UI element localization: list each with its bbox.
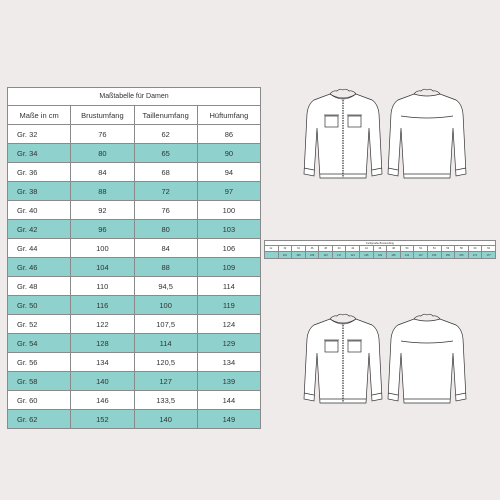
mini-value-cell xyxy=(265,252,279,259)
measurement-cell: 134 xyxy=(71,353,134,372)
measurement-cell: 104 xyxy=(71,258,134,277)
measurement-cell: 72 xyxy=(134,182,197,201)
size-label-cell: Gr. 52 xyxy=(8,315,71,334)
mini-value-cell: 113 xyxy=(319,252,333,259)
measurement-cell: 107,5 xyxy=(134,315,197,334)
mini-size-cell: 32 xyxy=(278,246,292,252)
size-label-cell: Gr. 46 xyxy=(8,258,71,277)
measurement-cell: 140 xyxy=(134,410,197,429)
blouse-back-sketch xyxy=(386,313,468,409)
measurement-cell: 152 xyxy=(71,410,134,429)
measurement-cell: 80 xyxy=(134,220,197,239)
table-row xyxy=(8,182,261,201)
table-row xyxy=(8,277,261,296)
mini-size-cell: 52 xyxy=(414,246,428,252)
measurement-cell: 144 xyxy=(197,391,260,410)
measurement-cell: 62 xyxy=(134,125,197,144)
measurement-cell: 114 xyxy=(197,277,260,296)
measurement-cell: 100 xyxy=(71,239,134,258)
mini-size-cell: 56 xyxy=(441,246,455,252)
measurement-cell: 94,5 xyxy=(134,277,197,296)
table-header-row xyxy=(8,106,261,125)
measurement-cell: 97 xyxy=(197,182,260,201)
measurement-cell: 127 xyxy=(134,372,197,391)
measurement-cell: 122 xyxy=(71,315,134,334)
measurement-cell: 129 xyxy=(197,334,260,353)
measurement-cell: 68 xyxy=(134,163,197,182)
mini-value-cell: 135 xyxy=(387,252,401,259)
column-header: Brustumfang xyxy=(71,106,134,125)
mini-size-cell: 58 xyxy=(455,246,469,252)
mini-size-cell: 42 xyxy=(346,246,360,252)
mini-value-cell: 177 xyxy=(482,252,496,259)
mini-value-cell: 159 xyxy=(441,252,455,259)
table-row xyxy=(8,125,261,144)
measurement-cell: 120,5 xyxy=(134,353,197,372)
measurement-cell: 110 xyxy=(71,277,134,296)
table-row xyxy=(8,315,261,334)
mini-value-cell: 165 xyxy=(455,252,469,259)
measurement-cell: 146 xyxy=(71,391,134,410)
table-row xyxy=(8,391,261,410)
mini-value-cell: 141 xyxy=(400,252,414,259)
mini-value-cell: 125 xyxy=(360,252,374,259)
mini-size-cell: 34 xyxy=(292,246,306,252)
size-label-cell: Gr. 32 xyxy=(8,125,71,144)
mini-size-cell: 54 xyxy=(427,246,441,252)
measurement-cell: 124 xyxy=(197,315,260,334)
size-label-cell: Gr. 34 xyxy=(8,144,71,163)
mini-value-cell: 109 xyxy=(305,252,319,259)
table-row xyxy=(8,334,261,353)
size-label-cell: Gr. 42 xyxy=(8,220,71,239)
measurement-cell: 149 xyxy=(197,410,260,429)
table-row xyxy=(8,296,261,315)
table-row xyxy=(8,163,261,182)
measurement-cell: 140 xyxy=(71,372,134,391)
mini-size-cell: Gr. xyxy=(265,246,279,252)
mini-size-cell: 36 xyxy=(305,246,319,252)
column-header: Maße in cm xyxy=(8,106,71,125)
mini-size-cell: 40 xyxy=(332,246,346,252)
table-row xyxy=(8,410,261,429)
measurement-cell: 94 xyxy=(197,163,260,182)
measurement-cell: 116 xyxy=(71,296,134,315)
table-title: Maßtabelle für Damen xyxy=(8,88,261,106)
measurement-cell: 76 xyxy=(71,125,134,144)
measurement-cell: 96 xyxy=(71,220,134,239)
mini-size-cell: 44 xyxy=(360,246,374,252)
table-row xyxy=(8,220,261,239)
measurement-cell: 139 xyxy=(197,372,260,391)
mini-value-cell: 101 xyxy=(278,252,292,259)
measurement-cell: 76 xyxy=(134,201,197,220)
blouse-back-sketch xyxy=(386,88,468,184)
mini-value-cell: 105 xyxy=(292,252,306,259)
mini-size-table xyxy=(264,240,496,259)
size-label-cell: Gr. 54 xyxy=(8,334,71,353)
mini-table-title: Fertigmaße Brustumfang xyxy=(265,241,496,246)
size-label-cell: Gr. 58 xyxy=(8,372,71,391)
measurement-cell: 134 xyxy=(197,353,260,372)
size-label-cell: Gr. 36 xyxy=(8,163,71,182)
table-row xyxy=(8,258,261,277)
table-row xyxy=(8,144,261,163)
blouse-front-sketch xyxy=(302,88,384,184)
size-label-cell: Gr. 56 xyxy=(8,353,71,372)
measurement-cell: 128 xyxy=(71,334,134,353)
mini-size-cell: 50 xyxy=(400,246,414,252)
measurement-cell: 84 xyxy=(134,239,197,258)
mini-value-cell: 117 xyxy=(332,252,346,259)
measurement-cell: 65 xyxy=(134,144,197,163)
measurement-cell: 88 xyxy=(134,258,197,277)
size-label-cell: Gr. 44 xyxy=(8,239,71,258)
measurement-cell: 90 xyxy=(197,144,260,163)
table-row xyxy=(8,239,261,258)
size-label-cell: Gr. 40 xyxy=(8,201,71,220)
mini-size-cell: 62 xyxy=(482,246,496,252)
mini-size-cell: 38 xyxy=(319,246,333,252)
mini-value-cell: 147 xyxy=(414,252,428,259)
measurement-cell: 80 xyxy=(71,144,134,163)
mini-value-cell: 171 xyxy=(468,252,482,259)
table-row xyxy=(8,201,261,220)
size-label-cell: Gr. 50 xyxy=(8,296,71,315)
size-label-cell: Gr. 48 xyxy=(8,277,71,296)
mini-size-cell: 60 xyxy=(468,246,482,252)
blouse-front-sketch xyxy=(302,313,384,409)
table-row xyxy=(8,372,261,391)
mini-table-value-row xyxy=(265,252,496,259)
measurement-cell: 92 xyxy=(71,201,134,220)
mini-size-cell: 46 xyxy=(373,246,387,252)
size-label-cell: Gr. 60 xyxy=(8,391,71,410)
mini-value-cell: 121 xyxy=(346,252,360,259)
measurement-cell: 106 xyxy=(197,239,260,258)
measurement-cell: 100 xyxy=(197,201,260,220)
measurement-cell: 114 xyxy=(134,334,197,353)
size-label-cell: Gr. 38 xyxy=(8,182,71,201)
measurement-cell: 103 xyxy=(197,220,260,239)
measurement-cell: 100 xyxy=(134,296,197,315)
table-row xyxy=(8,353,261,372)
mini-size-cell: 48 xyxy=(387,246,401,252)
measurement-cell: 109 xyxy=(197,258,260,277)
measurement-cell: 119 xyxy=(197,296,260,315)
measurement-cell: 86 xyxy=(197,125,260,144)
measurement-cell: 133,5 xyxy=(134,391,197,410)
mini-value-cell: 153 xyxy=(427,252,441,259)
size-table xyxy=(7,87,261,429)
size-label-cell: Gr. 62 xyxy=(8,410,71,429)
measurement-cell: 84 xyxy=(71,163,134,182)
measurement-cell: 88 xyxy=(71,182,134,201)
column-header: Hüftumfang xyxy=(197,106,260,125)
column-header: Taillenumfang xyxy=(134,106,197,125)
mini-value-cell: 129 xyxy=(373,252,387,259)
